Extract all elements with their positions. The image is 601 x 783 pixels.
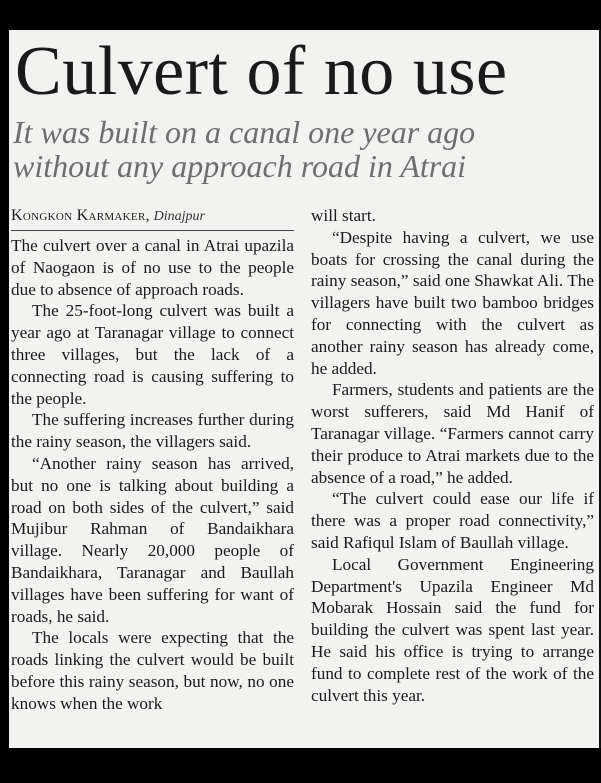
subheadline-line-1: It was built on a canal one year ago [13, 114, 476, 150]
left-column [11, 235, 294, 715]
paragraph: will start. [311, 206, 376, 225]
subheadline [13, 115, 475, 183]
paragraph: “Another rainy season has arrived, but no one is talking about building a road on both sides of the culvert,” said Mujibur Rahman of Bandaikhara village. Nearly 20,000 people of Bandaikhara, Taranagar and Baullah villages have been suffering for want of roads, he said. [11, 453, 294, 626]
left-black-border [0, 0, 9, 783]
byline [11, 207, 294, 225]
newspaper-clipping [9, 30, 601, 748]
byline-divider [11, 230, 294, 231]
paragraph: The locals were expecting that the roads linking the culvert would be built before this rainy season, but now, no one knows when the work [11, 628, 294, 713]
byline-author: Kongkon Karmaker, [11, 207, 150, 224]
subheadline-line-2: without any approach road in Atrai [13, 148, 467, 184]
byline-location: Dinajpur [153, 209, 205, 224]
paragraph: The 25-foot-long culvert was built a year ago at Taranagar village to connect three villages, but the lack of a connecting road is causing suffering to the people. [11, 301, 294, 408]
paragraph: Farmers, students and patients are the worst sufferers, said Md Hanif of Taranagar village. “Farmers cannot carry their produce to Atrai markets due to the absence of a road,” he added. [311, 380, 594, 487]
paragraph: Local Government Engineering Department's Upazila Engineer Md Mobarak Hossain said the fund for building the culvert was spent last year. He said his office is trying to arrange fund to complete rest of the work of the culvert this year. [311, 554, 594, 705]
paragraph: “Despite having a culvert, we use boats for crossing the canal during the rainy season,” said one Shawkat Ali. The villagers have built two bamboo bridges for connecting with the culvert as another rainy season has already come, he added. [311, 227, 594, 378]
paragraph: “The culvert could ease our life if there was a proper road connectivity,” said Rafiqul Islam of Baullah village. [311, 489, 594, 552]
right-column [311, 205, 594, 706]
paragraph: The culvert over a canal in Atrai upazila of Naogaon is of no use to the people due to absence of approach roads. [11, 236, 294, 299]
top-black-border [0, 0, 601, 30]
headline: Culvert of no use [15, 33, 508, 110]
paragraph: The suffering increases further during the rainy season, the villagers said. [11, 410, 294, 452]
